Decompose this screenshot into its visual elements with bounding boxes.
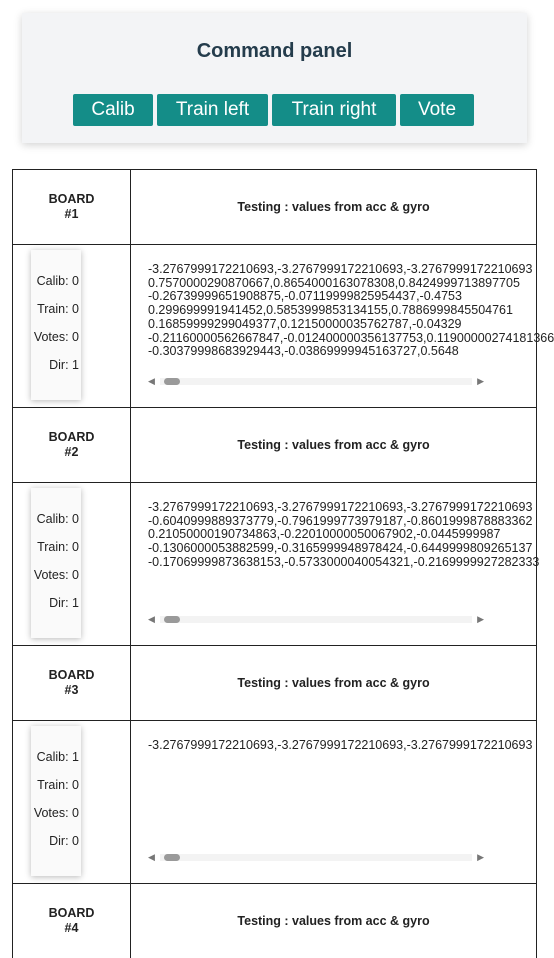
sensor-data-scroll-area[interactable]	[148, 501, 484, 631]
direction-value: Dir: 1	[49, 596, 79, 610]
scrollbar-thumb[interactable]	[164, 378, 180, 385]
board-stats-card	[31, 250, 81, 400]
board-data-row	[13, 483, 537, 646]
sensor-data-scroll-area[interactable]	[148, 739, 484, 869]
board-stats-card	[31, 726, 81, 876]
scrollbar-track[interactable]	[160, 616, 472, 623]
scrollbar-track[interactable]	[160, 854, 472, 861]
train-count: Train: 0	[37, 302, 79, 316]
train-count: Train: 0	[37, 540, 79, 554]
command-button-row	[73, 94, 474, 126]
board-data-row	[13, 245, 537, 408]
board-name: BOARD	[13, 430, 130, 445]
boards-table	[12, 169, 537, 958]
command-panel	[22, 13, 527, 143]
board-label	[13, 646, 131, 721]
board-number: #4	[13, 921, 130, 936]
board-header-row	[13, 408, 537, 483]
calib-button[interactable]: Calib	[73, 94, 153, 126]
votes-count: Votes: 0	[34, 806, 79, 820]
calib-count: Calib: 0	[37, 512, 79, 526]
sensor-data-values: -3.2767999172210693,-3.2767999172210693,-3.2767999172210693 0.7570000290870667,0.8654000163078308,0.8424999713897705 -0.26739999651908875,-0.07119999825954437,-0.4753 0.299699991941452,0.5853999853134155,0.7886999845504761 0.16859999299049377,0.12150000035762787,-0.04329 -0.21160000562667847,-0.012400000356137753,0.11900000274181366 -0.30379998683929443,-0.03869999945163727,0.5648	[148, 263, 484, 359]
board-header-row	[13, 646, 537, 721]
scrollbar-thumb[interactable]	[164, 854, 180, 861]
direction-value: Dir: 1	[49, 358, 79, 372]
board-number: #1	[13, 207, 130, 222]
votes-count: Votes: 0	[34, 568, 79, 582]
horizontal-scrollbar[interactable]	[148, 613, 484, 625]
votes-count: Votes: 0	[34, 330, 79, 344]
sensor-data-values: -3.2767999172210693,-3.2767999172210693,-3.2767999172210693	[148, 739, 484, 753]
board-label	[13, 170, 131, 245]
scroll-right-icon[interactable]: ▶	[477, 375, 484, 387]
calib-count: Calib: 0	[37, 274, 79, 288]
board-name: BOARD	[13, 192, 130, 207]
scroll-left-icon[interactable]: ◀	[148, 613, 155, 625]
board-data-row	[13, 721, 537, 884]
direction-value: Dir: 0	[49, 834, 79, 848]
horizontal-scrollbar[interactable]	[148, 851, 484, 863]
train-left-button[interactable]: Train left	[157, 94, 268, 126]
board-name: BOARD	[13, 668, 130, 683]
scrollbar-thumb[interactable]	[164, 616, 180, 623]
scroll-left-icon[interactable]: ◀	[148, 375, 155, 387]
board-stats-card	[31, 488, 81, 638]
train-count: Train: 0	[37, 778, 79, 792]
vote-button[interactable]: Vote	[400, 94, 474, 126]
command-panel-title: Command panel	[22, 40, 527, 63]
board-number: #3	[13, 683, 130, 698]
board-header-text: Testing : values from acc & gyro	[131, 408, 537, 483]
scrollbar-track[interactable]	[160, 378, 472, 385]
train-right-button[interactable]: Train right	[272, 94, 396, 126]
sensor-data-values: -3.2767999172210693,-3.2767999172210693,-3.2767999172210693 -0.6040999889373779,-0.7961999773979187,-0.8601999878883362 0.21050000190734863,-0.22010000050067902,-0.0445999987 -0.1306000053882599,-0.3165999948978424,-0.6449999809265137 -0.17069999873638153,-0.5733000040054321,-0.2169999927282333	[148, 501, 484, 570]
board-header-text: Testing : values from acc & gyro	[131, 884, 537, 958]
board-number: #2	[13, 445, 130, 460]
horizontal-scrollbar[interactable]	[148, 375, 484, 387]
sensor-data-scroll-area[interactable]	[148, 263, 484, 393]
board-label	[13, 884, 131, 958]
board-header-row	[13, 884, 537, 958]
calib-count: Calib: 1	[37, 750, 79, 764]
board-name: BOARD	[13, 906, 130, 921]
scroll-left-icon[interactable]: ◀	[148, 851, 155, 863]
board-header-row	[13, 170, 537, 245]
board-header-text: Testing : values from acc & gyro	[131, 170, 537, 245]
board-header-text: Testing : values from acc & gyro	[131, 646, 537, 721]
scroll-right-icon[interactable]: ▶	[477, 613, 484, 625]
board-label	[13, 408, 131, 483]
scroll-right-icon[interactable]: ▶	[477, 851, 484, 863]
